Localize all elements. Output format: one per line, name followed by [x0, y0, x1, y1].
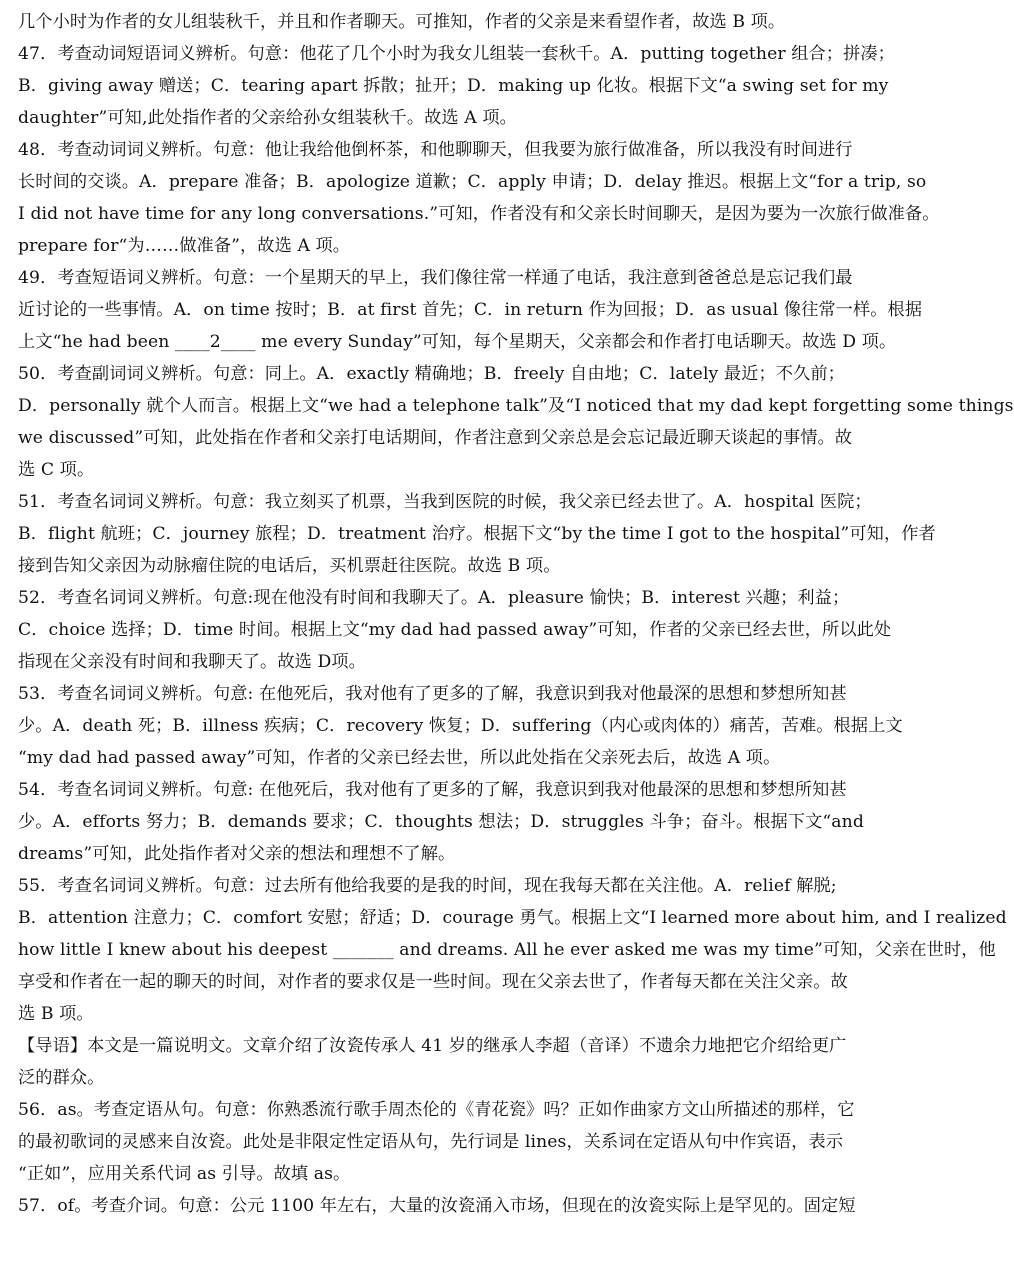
text-line: 选 B 项。 [18, 1004, 94, 1024]
text-line: 57．of。考查介词。句意：公元 1100 年左右，大量的汝瓷涌入市场，但现在的汝瓷实际上是罕见的。固定短 [18, 1196, 856, 1216]
text-line: 接到告知父亲因为动脉瘤住院的电话后，买机票赶往医院。故选 B 项。 [18, 556, 561, 576]
text-line: 50．考查副词词义辨析。句意：同上。A．exactly 精确地；B．freely 自由地；C．lately 最近；不久前； [18, 364, 845, 384]
text-line: I did not have time for any long conversations.”可知，作者没有和父亲长时间聊天，是因为要为一次旅行做准备。 [18, 204, 940, 224]
text-line: B．flight 航班；C．journey 旅程；D．treatment 治疗。根据下文“by the time I got to the hospital”可知，作者 [18, 524, 936, 544]
text-line: 近讨论的一些事情。A．on time 按时；B．at first 首先；C．in return 作为回报；D．as usual 像往常一样。根据 [18, 300, 923, 320]
text-line: 56．as。考查定语从句。句意：你熟悉流行歌手周杰伦的《青花瓷》吗？正如作曲家方文山所描述的那样，它 [18, 1100, 855, 1120]
text-line [18, 1222, 886, 1254]
text-line: daughter”可知,此处指作者的父亲给孙女组装秋千。故选 A 项。 [18, 108, 517, 128]
text-line: 54．考查名词词义辨析。句意: 在他死后，我对他有了更多的了解，我意识到我对他最深的思想和梦想所知甚 [18, 780, 847, 800]
text-line: 52．考查名词词义辨析。句意:现在他没有时间和我聊天了。A．pleasure 愉快；B．interest 兴趣；利益； [18, 588, 850, 608]
text-line: 几个小时为作者的女儿组装秋千，并且和作者聊天。可推知，作者的父亲是来看望作者，故选 B 项。 [18, 12, 786, 32]
text-line: 上文“he had been ____2____ me every Sunday”可知，每个星期天，父亲都会和作者打电话聊天。故选 D 项。 [18, 332, 897, 352]
text-line: 少。A．death 死；B．illness 疾病；C．recovery 恢复；D．suffering（内心或肉体的）痛苦，苦难。根据上文 [18, 716, 903, 736]
text-line: 享受和作者在一起的聊天的时间，对作者的要求仅是一些时间。现在父亲去世了，作者每天都在关注父亲。故 [18, 972, 848, 992]
text-line: 指现在父亲没有时间和我聊天了。故选 D项。 [18, 652, 366, 672]
text-line: 53．考查名词词义辨析。句意: 在他死后，我对他有了更多的了解，我意识到我对他最深的思想和梦想所知甚 [18, 684, 847, 704]
text-line: 55．考查名词词义辨析。句意：过去所有他给我要的是我的时间，现在我每天都在关注他。A．relief 解脱; [18, 876, 837, 896]
text-line: “正如”，应用关系代词 as 引导。故填 as。 [18, 1164, 351, 1184]
text-line: “my dad had passed away”可知，作者的父亲已经去世，所以此处指在父亲死去后，故选 A 项。 [18, 748, 781, 768]
text-line: how little I knew about his deepest _______ and dreams. All he ever asked me was my time”可知，父亲在世时，他 [18, 940, 996, 960]
text-line: 选 C 项。 [18, 460, 95, 480]
text-line: 长时间的交谈。A．prepare 准备；B．apologize 道歉；C．apply 申请；D．delay 推迟。根据上文“for a trip, so [18, 172, 927, 192]
text-line: we discussed”可知，此处指在作者和父亲打电话期间，作者注意到父亲总是会忘记最近聊天谈起的事情。故 [18, 428, 853, 448]
text-line: 泛的群众。 [18, 1068, 105, 1088]
text-line: B．giving away 赠送；C．tearing apart 拆散；扯开；D．making up 化妆。根据下文“a swing set for my [18, 76, 889, 96]
text-line: C．choice 选择；D．time 时间。根据上文“my dad had passed away”可知，作者的父亲已经去世，所以此处 [18, 620, 892, 640]
text-line: 48．考查动词词义辨析。句意：他让我给他倒杯茶，和他聊聊天，但我要为旅行做准备，所以我没有时间进行 [18, 140, 853, 160]
text-line: 49．考查短语词义辨析。句意：一个星期天的早上，我们像往常一样通了电话，我注意到爸爸总是忘记我们最 [18, 268, 853, 288]
text-line: prepare for“为……做准备”，故选 A 项。 [18, 236, 351, 256]
text-line: 47．考查动词短语词义辨析。句意：他花了几个小时为我女儿组装一套秋千。A．putting together 组合；拼凑； [18, 44, 895, 64]
text-line: 51．考查名词词义辨析。句意：我立刻买了机票，当我到医院的时候，我父亲已经去世了。A．hospital 医院； [18, 492, 872, 512]
text-line: D．personally 就个人而言。根据上文“we had a telephone talk”及“I noticed that my dad kept forgetting some things [18, 396, 1014, 416]
text-line: 的最初歌词的灵感来自汝瓷。此处是非限定性定语从句，先行词是 lines，关系词在定语从句中作宾语，表示 [18, 1132, 844, 1152]
text-line: 少。A．efforts 努力；B．demands 要求；C．thoughts 想法；D．struggles 斗争；奋斗。根据下文“and [18, 812, 864, 832]
text-line: B．attention 注意力；C．comfort 安慰；舒适；D．courage 勇气。根据上文“I learned more about him, and I realized [18, 908, 1007, 928]
text-line: 【导语】本文是一篇说明文。文章介绍了汝瓷传承人 41 岁的继承人李超（音译）不遗余力地把它介绍给更广 [18, 1036, 847, 1056]
text-line: dreams”可知，此处指作者对父亲的想法和理想不了解。 [18, 844, 456, 864]
